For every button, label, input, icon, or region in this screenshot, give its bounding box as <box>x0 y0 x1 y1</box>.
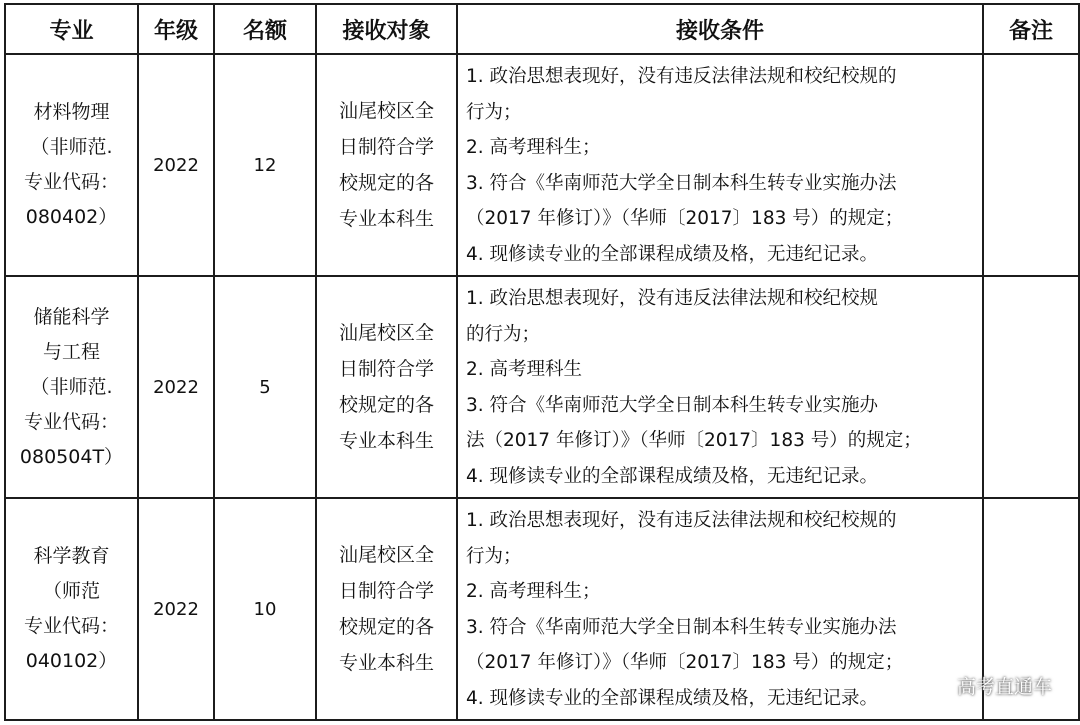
major-line: 科学教育 <box>33 545 110 567</box>
year-cell: 2022 <box>138 276 214 498</box>
conditions-cell <box>457 276 983 498</box>
major-line: 专业代码： <box>23 171 119 193</box>
condition-line: 2. 高考理科生； <box>466 137 601 159</box>
condition-line: 行为； <box>466 545 522 567</box>
major-line: 与工程 <box>42 340 100 363</box>
table-row <box>5 276 1079 498</box>
major-line: （师范 <box>42 580 100 602</box>
header-major: 专业 <box>5 4 138 54</box>
target-cell <box>316 54 457 276</box>
target-line: 校规定的各 <box>338 394 434 416</box>
condition-line: 4. 现修读专业的全部课程成绩及格，无违纪记录。 <box>466 243 879 265</box>
condition-line: 2. 高考理科生 <box>466 359 583 381</box>
header-year: 年级 <box>138 4 214 54</box>
major-cell <box>5 54 138 276</box>
condition-line: 行为； <box>466 101 522 123</box>
target-line: 校规定的各 <box>338 616 434 638</box>
year-cell: 2022 <box>138 54 214 276</box>
target-cell <box>316 498 457 720</box>
header-quota: 名额 <box>214 4 316 54</box>
condition-line: 1. 政治思想表现好，没有违反法律法规和校纪校规的 <box>466 66 897 87</box>
conditions-cell <box>457 498 983 720</box>
remarks-cell <box>983 276 1079 498</box>
target-cell <box>316 276 457 498</box>
major-line: （非师范. <box>30 375 113 398</box>
major-line: 材料物理 <box>33 101 110 123</box>
condition-line: 4. 现修读专业的全部课程成绩及格，无违纪记录。 <box>466 465 879 487</box>
conditions-cell <box>457 54 983 276</box>
target-line: 日制符合学 <box>338 580 434 602</box>
major-line: 080402） <box>25 206 118 228</box>
condition-line: 3. 符合《华南师范大学全日制本科生转专业实施办 <box>466 394 879 416</box>
condition-line: 3. 符合《华南师范大学全日制本科生转专业实施办法 <box>466 616 897 638</box>
table-row <box>5 498 1079 720</box>
header-row <box>5 4 1079 54</box>
target-line: 校规定的各 <box>338 172 434 194</box>
target-line: 汕尾校区全 <box>338 100 434 122</box>
target-line: 专业本科生 <box>338 430 434 452</box>
watermark-text: 高考直通车 <box>956 676 1052 698</box>
header-remarks: 备注 <box>983 4 1079 54</box>
target-line: 日制符合学 <box>338 136 434 158</box>
major-line: 040102） <box>25 650 118 672</box>
quota-cell: 5 <box>214 276 316 498</box>
major-line: 专业代码： <box>23 410 119 433</box>
header-target: 接收对象 <box>316 4 457 54</box>
quota-cell: 10 <box>214 498 316 720</box>
table-row <box>5 54 1079 276</box>
header-conditions: 接收条件 <box>457 4 983 54</box>
major-line: （非师范. <box>30 136 113 158</box>
major-cell <box>5 276 138 498</box>
condition-line: 2. 高考理科生； <box>466 581 601 603</box>
condition-line: 3. 符合《华南师范大学全日制本科生转专业实施办法 <box>466 172 897 194</box>
condition-line: 法（2017 年修订）》（华师〔2017〕183 号）的规定； <box>466 430 922 452</box>
condition-line: 1. 政治思想表现好，没有违反法律法规和校纪校规的 <box>466 510 897 531</box>
year-cell: 2022 <box>138 498 214 720</box>
remarks-cell <box>983 54 1079 276</box>
major-line: 080504T） <box>19 445 124 468</box>
quota-cell: 12 <box>214 54 316 276</box>
target-line: 汕尾校区全 <box>338 322 434 344</box>
target-line: 汕尾校区全 <box>338 544 434 566</box>
condition-line: （2017 年修订）》（华师〔2017〕183 号）的规定； <box>466 652 904 674</box>
target-line: 日制符合学 <box>338 358 434 380</box>
condition-line: 1. 政治思想表现好，没有违反法律法规和校纪校规 <box>466 288 879 309</box>
condition-line: 的行为； <box>466 323 541 345</box>
condition-line: 4. 现修读专业的全部课程成绩及格，无违纪记录。 <box>466 687 879 709</box>
major-line: 储能科学 <box>33 305 110 328</box>
target-line: 专业本科生 <box>338 208 434 230</box>
condition-line: （2017 年修订）》（华师〔2017〕183 号）的规定； <box>466 208 904 230</box>
transfer-table <box>4 3 1080 721</box>
major-line: 专业代码： <box>23 615 119 637</box>
target-line: 专业本科生 <box>338 652 434 674</box>
major-cell <box>5 498 138 720</box>
